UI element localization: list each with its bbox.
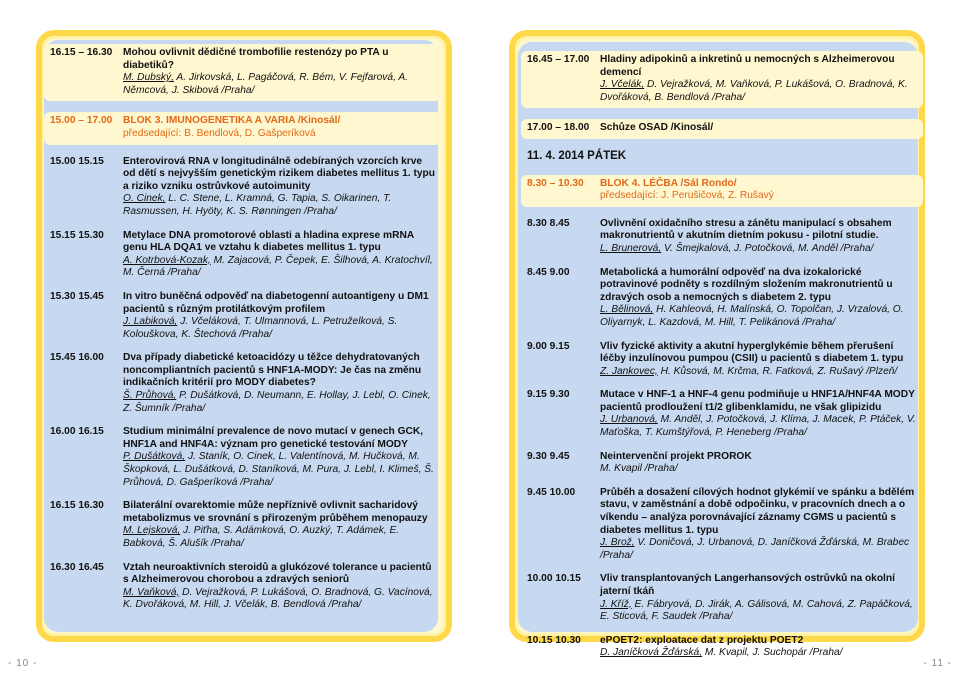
program-entry (50, 426, 435, 489)
entry-title: Průběh a dosažení cílových hodnot glykémií ve spánku a bdělém stavu, v zaměstnání a době odpočinku, v pracovních dnech a o víkendu – analýza porovnávající záznamy CGMS u pacientů s diabetes mellitus 1. typu (600, 486, 915, 536)
entry-title: Mohou ovlivnit dědičné trombofilie restenózy po PTA u diabetiků? (123, 47, 389, 71)
entry-title: ePOET2: exploatace dat z projektu POET2 (600, 634, 804, 646)
program-entry (527, 389, 917, 439)
block-chair: předsedající: J. Perušičová, Z. Rušavý (600, 190, 774, 202)
entry-authors: Z. Jankovec, H. Kůsová, M. Krčma, R. Fatková, Z. Rušavý /Plzeň/ (600, 365, 898, 377)
entry-title: Vliv transplantovaných Langerhansových ostrůvků na okolní jaterní tkáň (600, 573, 895, 597)
entry-time: 9.45 10.00 (527, 486, 576, 498)
entry-title: Enterovirová RNA v longitudinálně odebíraných vzorcích krve od dětí s nejvyšším genetickým rizikem diabetes mellitus 1. typu a riziko vzniku ostrůvkové autoimunity (123, 155, 435, 192)
entry-authors: P. Dušátková, J. Staník, O. Cinek, L. Valentínová, M. Hučková, M. Škopková, L. Dušátková, D. Staníková, M. Pura, J. Lebl, I. Klimeš, Š. Průhová, D. Gašperíková /Praha/ (123, 451, 434, 488)
entry-authors: L. Bělinová, H. Kahleová, H. Malínská, O. Topolčan, J. Vrzalová, O. Oliyarnyk, L. Kazdová, M. Hill, T. Pelikánová /Praha/ (600, 304, 904, 328)
entry-authors: M. Dubský, A. Jirkovská, L. Pagáčová, R. Bém, V. Fejfarová, A. Němcová, J. Skibová /Praha/ (123, 72, 408, 96)
program-entry (527, 573, 917, 623)
program-entry (50, 352, 435, 415)
entry-title: Metabolická a humorální odpověď na dva izokalorické potravinové podněty s rozdílným složením makronutrientů u zdravých osob a nemocných s diabetem 2. typu (600, 266, 893, 303)
entry-title: Hladiny adipokinů a inkretinů u nemocných s Alzheimerovou demencí (600, 54, 895, 78)
program-entry (50, 500, 435, 550)
program-entry (527, 451, 917, 476)
entry-title: Ovlivnění oxidačního stresu a zánětu manipulací s obsahem makronutrientů v akutním dietním pokusu - pilotní studie. (600, 217, 892, 242)
block-header (44, 112, 441, 144)
entry-time: 15.45 16.00 (50, 352, 104, 364)
entry-title: Bilaterální ovarektomie může nepříznivě ovlivnit sacharidový metabolizmus ve srovnání s přirozeným průběhem menopauzy (123, 500, 428, 524)
program-entry (521, 51, 923, 108)
entry-time: 8.30 8.45 (527, 217, 570, 229)
entry-title: Studium minimální prevalence de novo mutací v genech GCK, HNF1A and HNF4A: význam pro genetické testování MODY (123, 426, 424, 450)
entry-time: 17.00 – 18.00 (527, 122, 590, 134)
entry-time: 16.15 16.30 (50, 500, 104, 512)
entry-title: Vztah neuroaktivních steroidů a glukózové tolerance u pacientů s Alzheimerovou chorobou a zdravých seniorů (123, 561, 432, 586)
entry-authors: A. Kotrbová-Kozak, M. Zajacová, P. Čepek, E. Šilhová, A. Kratochvíl, M. Černá /Praha/ (123, 254, 433, 279)
entry-title: Neintervenční projekt PROROK (600, 450, 752, 462)
program-entry (527, 218, 917, 256)
entry-title: Metylace DNA promotorové oblasti a hladina exprese mRNA genu HLA DQA1 ve vztahu k diabetes mellitus 1. typu (123, 229, 414, 254)
right-program-column (527, 51, 917, 671)
block-header (521, 175, 923, 207)
program-entry (521, 119, 923, 139)
program-entry (50, 156, 435, 219)
entry-time: 16.45 – 17.00 (527, 54, 590, 65)
entry-authors: M. Lejsková, J. Piťha, S. Adámková, O. Auzký, T. Adámek, E. Babková, Š. Alušík /Praha/ (123, 525, 400, 549)
program-entry (50, 562, 435, 612)
entry-title: Schůze OSAD /Kinosál/ (600, 122, 714, 134)
entry-authors: J. Brož, V. Doničová, J. Urbanová, D. Janíčková Žďárská, M. Brabec /Praha/ (600, 537, 910, 561)
block-title: BLOK 3. IMUNOGENETIKA A VARIA /Kinosál/ (123, 115, 341, 127)
entry-time: 9.00 9.15 (527, 340, 570, 352)
program-entry (527, 487, 917, 563)
entry-title: Mutace v HNF-1 a HNF-4 genu podmiňuje u HNF1A/HNF4A MODY pacientů prodloužení t1/2 glibenklamidu, ne však glipizidu (600, 389, 915, 413)
page-number-left: - 10 - (8, 658, 38, 669)
entry-authors: M. Vaňková, D. Vejražková, P. Lukášová, O. Bradnová, G. Vacínová, K. Dvořáková, M. Hill, J. Včelák, B. Bendlová /Praha/ (123, 586, 433, 611)
entry-time: 16.15 – 16.30 (50, 47, 113, 58)
entry-time: 10.15 10.30 (527, 634, 581, 646)
entry-authors: J. Urbanová, M. Anděl, J. Potočková, J. Klíma, J. Macek, P. Ptáček, V. Maťoška, T. Kumštýřová, P. Heneberg /Praha/ (600, 414, 916, 439)
entry-authors: Š. Průhová, P. Dušátková, D. Neumann, E. Hollay, J. Lebl, O. Cinek, Z. Šumník /Praha/ (123, 390, 431, 414)
program-entry (527, 635, 917, 660)
entry-time: 15.30 15.45 (50, 290, 104, 302)
entry-time: 9.15 9.30 (527, 389, 570, 401)
entry-time: 16.30 16.45 (50, 561, 104, 573)
block-time: 15.00 – 17.00 (50, 115, 113, 127)
entry-time: 8.45 9.00 (527, 266, 570, 278)
entry-authors: O. Cinek, L. C. Stene, L. Kramná, G. Tapia, S. Oikarinen, T. Rasmussen, H. Hyöty, K. S. Rønningen /Praha/ (123, 193, 392, 217)
entry-time: 15.00 15.15 (50, 155, 104, 167)
entry-title: Vliv fyzické aktivity a akutní hyperglykémie během přerušení léčby inzulínovou pumpou (CSII) u pacientů s diabetem 1. typu (600, 340, 904, 365)
entry-time: 15.15 15.30 (50, 229, 104, 241)
entry-title: Dva případy diabetické ketoacidózy u těžce dehydratovaných noncompliantních pacientů s HNF1A-MODY: Je čas na změnu indikačních kritérií pro MODY diabetes? (123, 352, 422, 389)
entry-time: 9.30 9.45 (527, 450, 570, 462)
block-title: BLOK 4. LÉČBA /Sál Rondo/ (600, 177, 737, 189)
program-entry (527, 341, 917, 379)
day-heading: 11. 4. 2014 PÁTEK (527, 149, 627, 162)
entry-authors: J. Včelák, D. Vejražková, M. Vaňková, P. Lukášová, O. Bradnová, K. Dvořáková, B. Bendlová /Praha/ (600, 79, 908, 103)
entry-time: 10.00 10.15 (527, 573, 581, 585)
entry-authors: J. Labiková, J. Včeláková, T. Ulmannová, L. Petruželková, S. Kolouškova, K. Štechová /Praha/ (123, 316, 398, 340)
program-entry (50, 230, 435, 280)
left-program-column (50, 44, 435, 623)
program-entry (50, 291, 435, 341)
entry-title: In vitro buněčná odpověď na diabetogenní autoantigeny u DM1 pacientů s různým protilátkovým profilem (123, 290, 429, 315)
entry-authors: J. Kříž, E. Fábryová, D. Jirák, A. Gálisová, M. Cahová, Z. Papáčková, E. Sticová, F. Saudek /Praha/ (600, 598, 913, 623)
entry-authors: D. Janíčková Žďárská, M. Kvapil, J. Suchopár /Praha/ (600, 647, 843, 659)
program-entry (44, 44, 441, 101)
entry-time: 16.00 16.15 (50, 426, 104, 438)
entry-authors: L. Brunerová, V. Šmejkalová, J. Potočková, M. Anděl /Praha/ (600, 242, 874, 254)
block-time: 8.30 – 10.30 (527, 177, 584, 189)
block-chair: předsedající: B. Bendlová, D. Gašperíková (123, 127, 316, 139)
page-number-right: - 11 - (923, 658, 952, 669)
program-entry (527, 267, 917, 330)
entry-authors: M. Kvapil /Praha/ (600, 463, 678, 475)
